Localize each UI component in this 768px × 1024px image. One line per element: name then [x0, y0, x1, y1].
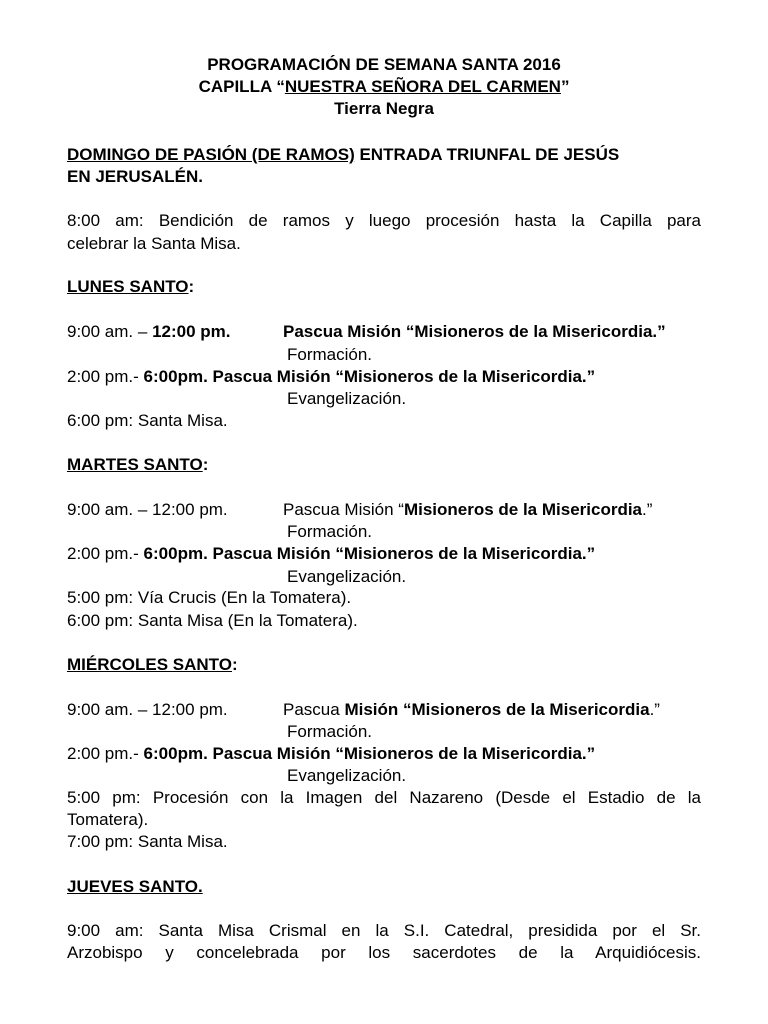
martes-title-colon: :: [202, 455, 209, 474]
domingo-title-underlined: DOMINGO DE PASIÓN (DE RAMOS): [67, 145, 355, 164]
martes-row4: 6:00 pm: Santa Misa (En la Tomatera).: [67, 611, 358, 630]
section-title-martes: [67, 454, 208, 476]
miercoles-row1-desc: [283, 699, 660, 721]
miercoles-row1-end: .”: [649, 700, 660, 719]
document-header: [0, 54, 768, 120]
martes-title: MARTES SANTO: [67, 455, 203, 474]
miercoles-row1-sub: Formación.: [287, 722, 373, 741]
section-title-domingo-line2: EN JERUSALÉN.: [67, 167, 204, 186]
martes-row2-sub: Evangelización.: [287, 567, 407, 586]
lunes-row3: 6:00 pm: Santa Misa.: [67, 411, 228, 430]
lunes-row2-desc: 6:00pm. Pascua Misión “Misioneros de la Misericordia.”: [143, 367, 596, 386]
miercoles-row3-line2: Tomatera).: [67, 810, 149, 829]
lunes-row2-time: 2:00 pm.-: [67, 367, 144, 386]
lunes-title: LUNES SANTO: [67, 277, 189, 296]
lunes-row2-sub: Evangelización.: [287, 389, 407, 408]
program-title: PROGRAMACIÓN DE SEMANA SANTA 2016: [207, 55, 561, 74]
lunes-title-colon: :: [188, 277, 195, 296]
lunes-row1-time-start: 9:00 am. –: [67, 322, 153, 341]
lunes-row2: [67, 366, 595, 388]
lunes-row1-sub: Formación.: [287, 345, 373, 364]
miercoles-title-colon: :: [231, 655, 238, 674]
martes-row1-time: 9:00 am. – 12:00 pm.: [67, 500, 228, 519]
jueves-row1-line1: 9:00 am: Santa Misa Crismal en la S.I. Catedral, presidida por el Sr.: [67, 921, 701, 940]
chapel-name-suffix: ”: [560, 77, 570, 96]
martes-row1-desc: [283, 499, 652, 521]
miercoles-row1-plain: Pascua: [283, 700, 345, 719]
chapel-name: [0, 76, 768, 98]
lunes-row1-time-end: 12:00 pm.: [152, 322, 231, 341]
martes-row3: 5:00 pm: Vía Crucis (En la Tomatera).: [67, 588, 352, 607]
section-title-jueves: JUEVES SANTO.: [67, 877, 203, 896]
miercoles-row2-time: 2:00 pm.-: [67, 744, 144, 763]
martes-row2-desc: 6:00pm. Pascua Misión “Misioneros de la Misericordia.”: [143, 544, 596, 563]
lunes-row1-desc: Pascua Misión “Misioneros de la Misericordia.”: [283, 322, 666, 341]
miercoles-row2-desc: 6:00pm. Pascua Misión “Misioneros de la Misericordia.”: [143, 744, 596, 763]
section-title-lunes: [67, 276, 194, 298]
domingo-text-line2: celebrar la Santa Misa.: [67, 234, 241, 253]
martes-row2: [67, 543, 595, 565]
martes-row1-sub: Formación.: [287, 522, 373, 541]
location-name: Tierra Negra: [334, 99, 434, 118]
miercoles-row1-bold: Misión “Misioneros de la Misericordia: [344, 700, 650, 719]
domingo-text-line1: 8:00 am: Bendición de ramos y luego procesión hasta la Capilla para: [67, 211, 701, 230]
chapel-name-underlined: NUESTRA SEÑORA DEL CARMEN: [284, 77, 561, 96]
section-title-domingo: [67, 144, 619, 166]
lunes-row1-time: [67, 321, 231, 343]
section-title-miercoles: [67, 654, 238, 676]
martes-row2-time: 2:00 pm.-: [67, 544, 144, 563]
miercoles-row2: [67, 743, 595, 765]
miercoles-row3-line1: 5:00 pm: Procesión con la Imagen del Nazareno (Desde el Estadio de la: [67, 788, 701, 807]
miercoles-row1-time: 9:00 am. – 12:00 pm.: [67, 700, 228, 719]
domingo-title-rest: ENTRADA TRIUNFAL DE JESÚS: [354, 145, 620, 164]
miercoles-title: MIÉRCOLES SANTO: [67, 655, 232, 674]
martes-row1-plain: Pascua Misión “: [283, 500, 404, 519]
martes-row1-bold: Misioneros de la Misericordia: [403, 500, 643, 519]
martes-row1-end: .”: [642, 500, 653, 519]
chapel-name-prefix: CAPILLA “: [198, 77, 285, 96]
miercoles-row4: 7:00 pm: Santa Misa.: [67, 832, 228, 851]
jueves-row1-line2: Arzobispo y concelebrada por los sacerdotes de la Arquidiócesis.: [67, 943, 701, 962]
miercoles-row2-sub: Evangelización.: [287, 766, 407, 785]
